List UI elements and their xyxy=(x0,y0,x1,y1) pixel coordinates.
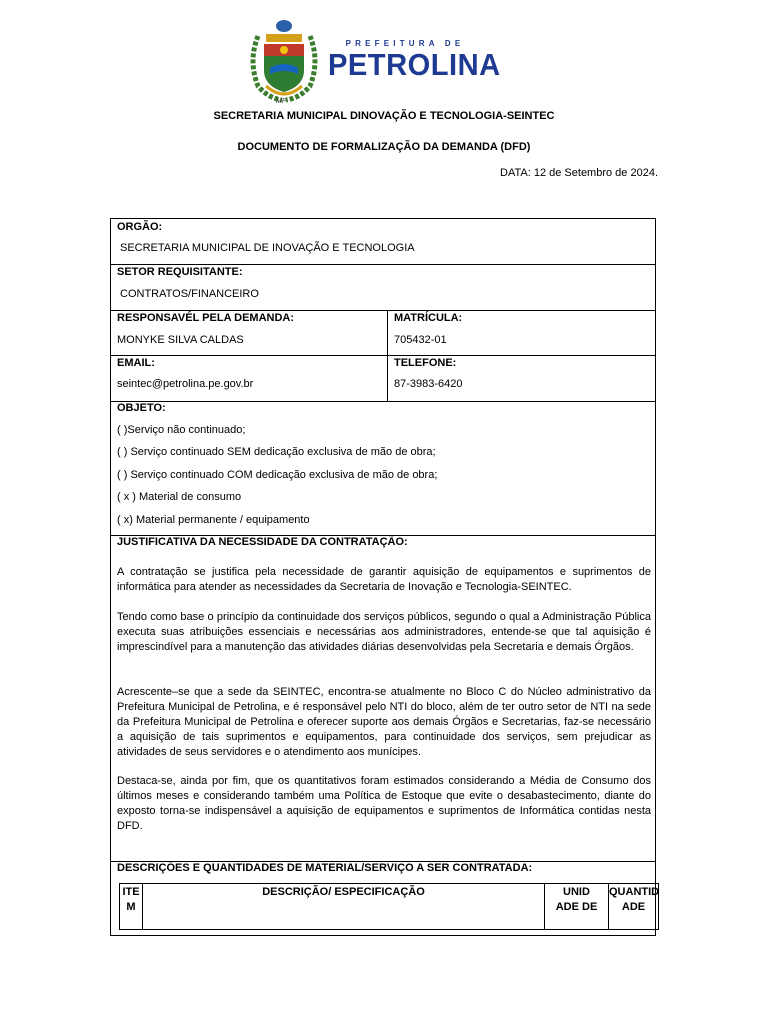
justificativa-paragraph: Acrescente–se que a sede da SEINTEC, encontra-se atualmente no Bloco C do Núcleo administrativo da Prefeitura Municipal de Petrolina, e é responsável pelo NTI do bloco, além de ter outro setor de NTI na sede da Prefeitura Municipal de Petrolina e oferecer suporte aos demais Órgãos e Secretarias, faz-se necessário a aquisição de tais suprimentos e equipamentos, para continuidade dos serviços, sem prejudicar as atividades de seus servidores e o atendimento aos munícipes. xyxy=(117,686,651,758)
telefone-label: TELEFONE: xyxy=(394,357,457,369)
justificativa-paragraph: A contratação se justifica pela necessidade de garantir aquisição de equipamentos e suprimentos de informática para atender as necessidades da Secretaria de Inovação e Tecnologia-SEINTEC. xyxy=(117,566,651,593)
dfd-form xyxy=(110,218,660,936)
logo-big-text: PETROLINA xyxy=(328,47,501,82)
responsavel-row xyxy=(111,311,655,356)
logo-emblem-label: MP xyxy=(276,98,287,105)
objeto-option: ( ) Serviço continuado COM dedicação exclusiva de mão de obra; xyxy=(117,469,438,481)
items-table xyxy=(119,883,659,930)
responsavel-label: RESPONSAVÉL PELA DEMANDA: xyxy=(117,312,295,324)
email-label: EMAIL: xyxy=(117,357,155,369)
setor-row xyxy=(111,265,655,311)
descricoes-label: DESCRIÇÕES E QUANTIDADES DE MATERIAL/SERVIÇO A SER CONTRATADA: xyxy=(117,862,533,874)
justificativa-paragraph: Tendo como base o princípio da continuidade dos serviços públicos, segundo o qual a Administração Pública executa suas atribuições essenciais e necessárias aos administradores, entende-se que tal aquisição é imprescindível para a manutenção das atividades diárias desenvolvidas pela Secretaria e demais Órgãos. xyxy=(117,611,651,653)
justificativa-paragraph: Destaca-se, ainda por fim, que os quantitativos foram estimados considerando a Média de Consumo dos últimos meses e considerando também uma Política de Estoque que evite o desabastecimento, diante do exposto torna-se indispensável a aquisição de equipamentos e suprimentos de Informática contidas nesta DFD. xyxy=(117,775,651,832)
setor-label: SETOR REQUISITANTE: xyxy=(117,266,243,278)
email-row xyxy=(111,356,655,402)
matricula-value: 705432-01 xyxy=(394,334,447,346)
logo-small-text: PREFEITURA DE xyxy=(345,39,465,48)
responsavel-value: MONYKE SILVA CALDAS xyxy=(117,334,244,346)
telefone-value: 87-3983-6420 xyxy=(394,378,463,390)
justificativa-label: JUSTIFICATIVA DA NECESSIDADE DA CONTRATAÇÃO: xyxy=(117,536,408,548)
col-descricao-header: DESCRIÇÃO/ ESPECIFICAÇÃO xyxy=(143,884,545,929)
document-title: DOCUMENTO DE FORMALIZAÇÃO DA DEMANDA (DFD) xyxy=(237,141,531,153)
email-value: seintec@petrolina.pe.gov.br xyxy=(117,378,254,390)
column-divider xyxy=(387,356,388,401)
secretaria-heading: SECRETARIA MUNICIPAL DINOVAÇÃO E TECNOLOGIA-SEINTEC xyxy=(213,110,555,122)
justificativa-row xyxy=(111,536,655,862)
objeto-option: ( )Serviço não continuado; xyxy=(117,424,246,436)
objeto-option: ( ) Serviço continuado SEM dedicação exclusiva de mão de obra; xyxy=(117,446,436,458)
col-unidade-header: UNID ADE DE xyxy=(545,884,609,929)
orgao-value: SECRETARIA MUNICIPAL DE INOVAÇÃO E TECNOLOGIA xyxy=(120,242,415,254)
prefeitura-logo xyxy=(244,16,501,108)
objeto-row xyxy=(111,402,655,536)
coat-of-arms-icon xyxy=(244,16,324,108)
matricula-label: MATRÍCULA: xyxy=(394,312,463,324)
setor-value: CONTRATOS/FINANCEIRO xyxy=(120,288,259,300)
orgao-label: ORGÃO: xyxy=(117,221,163,233)
column-divider xyxy=(387,311,388,355)
col-quantidade-header: QUANTID ADE xyxy=(609,886,660,913)
document-date: DATA: 12 de Setembro de 2024. xyxy=(500,167,658,179)
col-item-header: ITE M xyxy=(120,884,143,929)
orgao-row xyxy=(111,219,655,265)
objeto-option: ( x) Material permanente / equipamento xyxy=(117,514,310,526)
objeto-label: OBJETO: xyxy=(117,402,166,414)
objeto-option: ( x ) Material de consumo xyxy=(117,491,242,503)
